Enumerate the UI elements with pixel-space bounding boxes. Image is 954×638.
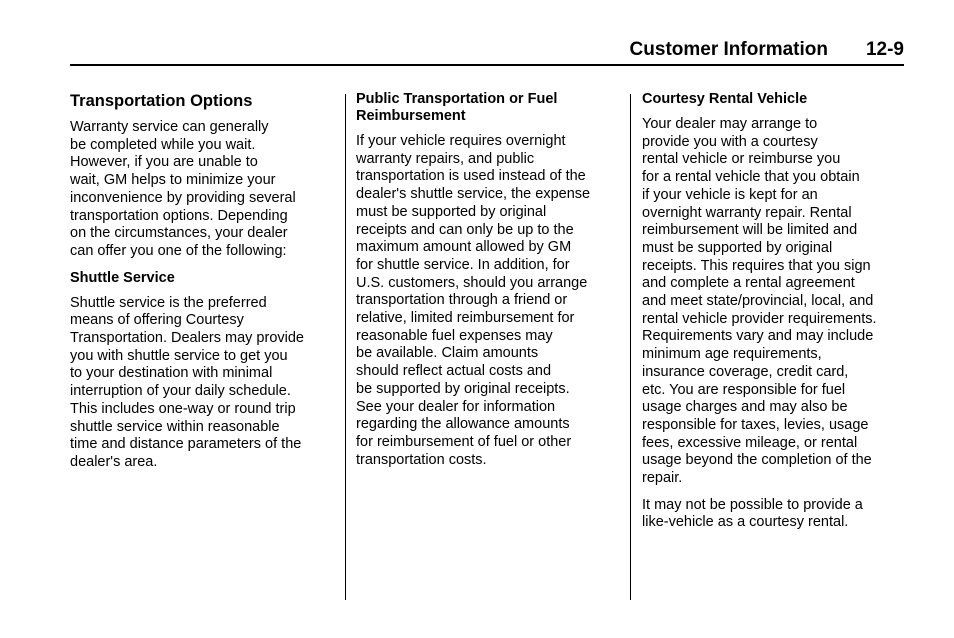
body-paragraph	[356, 133, 622, 469]
body-paragraph	[70, 119, 336, 261]
text-line: transportation is used instead of the	[356, 168, 586, 185]
text-line: insurance coverage, credit card,	[642, 363, 849, 380]
body-paragraph	[642, 497, 908, 532]
section-heading: Shuttle Service	[70, 269, 175, 286]
text-line: transportation through a friend or	[356, 292, 568, 309]
section-heading: Transportation Options	[70, 92, 253, 110]
column-2	[356, 91, 622, 478]
text-line: means of offering Courtesy	[70, 312, 244, 329]
heading-line: Reimbursement	[356, 108, 466, 124]
text-line: like-vehicle as a courtesy rental.	[642, 514, 849, 531]
text-line: on the circumstances, your dealer	[70, 225, 288, 242]
text-line: reimbursement will be limited and	[642, 222, 858, 239]
text-line: Shuttle service is the preferred	[70, 294, 267, 311]
text-line: be supported by original receipts.	[356, 380, 570, 397]
text-line: for shuttle service. In addition, for	[356, 256, 570, 273]
text-line: receipts. This requires that you sign	[642, 257, 871, 274]
text-line: This includes one-way or round trip	[70, 400, 296, 417]
text-line: If your vehicle requires overnight	[356, 133, 566, 149]
text-line: Requirements vary and may include	[642, 328, 874, 345]
text-line: receipts and can only be up to the	[356, 221, 574, 238]
text-line: you with shuttle service to get you	[70, 347, 288, 364]
text-line: It may not be possible to provide a	[642, 496, 863, 513]
text-line: regarding the allowance amounts	[356, 416, 570, 433]
text-line: and complete a rental agreement	[642, 275, 855, 292]
text-line: be completed while you wait.	[70, 136, 256, 153]
text-line: repair.	[642, 470, 683, 487]
page-header	[70, 36, 904, 64]
text-line: minimum age requirements,	[642, 346, 822, 363]
text-line: See your dealer for information	[356, 398, 556, 415]
text-line: usage charges and may also be	[642, 399, 848, 416]
body-paragraph	[642, 116, 908, 488]
section-heading: Courtesy Rental Vehicle	[642, 91, 808, 107]
chapter-title: Customer Information	[629, 39, 828, 60]
text-line: must be supported by original	[356, 203, 547, 220]
page-number: 12-9	[865, 39, 904, 60]
text-line: must be supported by original	[642, 239, 833, 256]
text-line: interruption of your daily schedule.	[70, 383, 291, 400]
text-line: be available. Claim amounts	[356, 345, 539, 362]
column-1	[70, 91, 336, 481]
text-line: shuttle service within reasonable	[70, 418, 280, 435]
text-line: responsible for taxes, levies, usage	[642, 416, 869, 433]
text-line: to your destination with minimal	[70, 365, 273, 382]
text-line: Warranty service can generally	[70, 119, 269, 135]
text-line: and meet state/provincial, local, and	[642, 293, 874, 310]
text-line: However, if you are unable to	[70, 154, 258, 171]
text-line: U.S. customers, should you arrange	[356, 274, 588, 291]
text-line: if your vehicle is kept for an	[642, 186, 818, 203]
text-line: overnight warranty repair. Rental	[642, 204, 852, 221]
column-3	[642, 91, 908, 541]
text-line: usage beyond the completion of the	[642, 452, 872, 469]
text-line: rental vehicle provider requirements.	[642, 310, 877, 327]
text-line: dealer's area.	[70, 453, 158, 470]
text-line: for reimbursement of fuel or other	[356, 433, 572, 450]
text-line: provide you with a courtesy	[642, 133, 818, 150]
heading-line: Public Transportation or Fuel	[356, 91, 558, 107]
text-line: rental vehicle or reimburse you	[642, 151, 841, 168]
text-line: inconvenience by providing several	[70, 189, 296, 206]
text-line: transportation options. Depending	[70, 207, 288, 224]
text-line: time and distance parameters of the	[70, 436, 302, 453]
text-line: can offer you one of the following:	[70, 242, 287, 259]
text-line: fees, excessive mileage, or rental	[642, 434, 858, 451]
header-rule	[70, 64, 904, 66]
section-heading	[356, 91, 622, 125]
body-paragraph	[70, 295, 336, 472]
text-line: etc. You are responsible for fuel	[642, 381, 846, 398]
text-line: Transportation. Dealers may provide	[70, 330, 304, 347]
text-line: Your dealer may arrange to	[642, 116, 818, 132]
text-line: should reflect actual costs and	[356, 363, 552, 380]
text-line: transportation costs.	[356, 451, 487, 468]
text-line: relative, limited reimbursement for	[356, 310, 575, 327]
text-line: wait, GM helps to minimize your	[70, 172, 276, 189]
text-line: maximum amount allowed by GM	[356, 239, 572, 256]
column-divider	[345, 94, 346, 600]
text-line: warranty repairs, and public	[356, 150, 535, 167]
text-line: for a rental vehicle that you obtain	[642, 169, 860, 186]
text-line: dealer's shuttle service, the expense	[356, 186, 591, 203]
column-divider	[630, 94, 631, 600]
text-line: reasonable fuel expenses may	[356, 327, 553, 344]
